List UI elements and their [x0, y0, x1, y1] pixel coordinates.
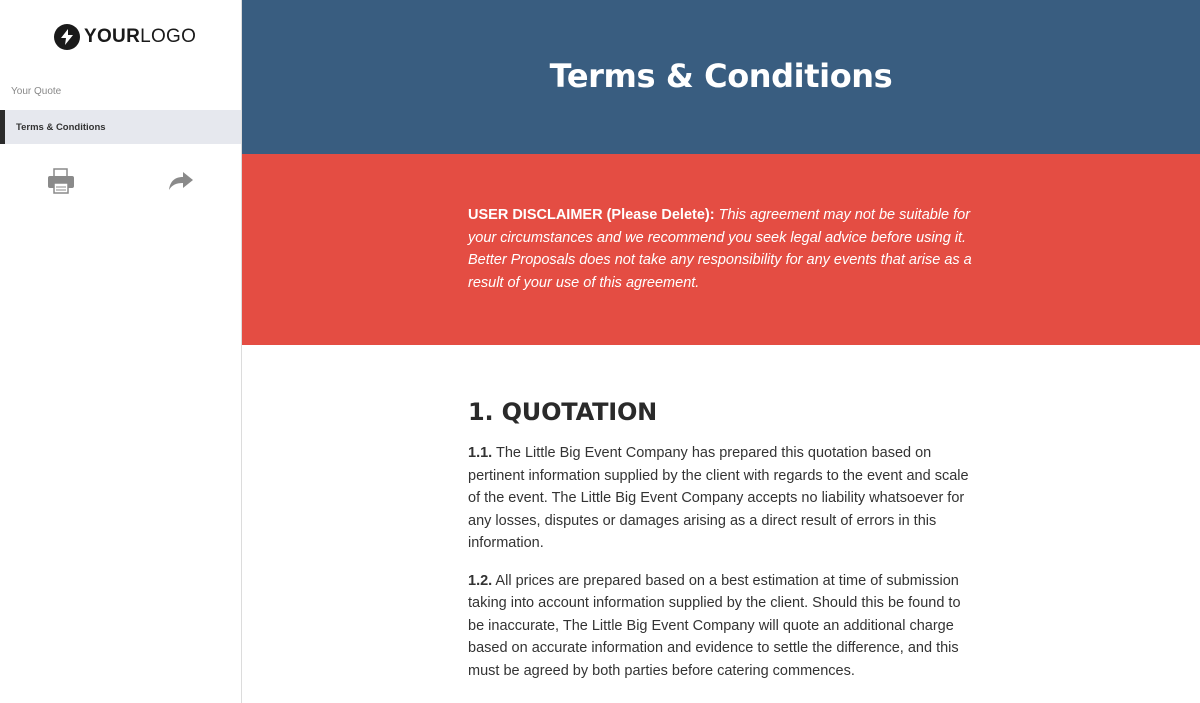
- logo[interactable]: [54, 23, 196, 51]
- clause-text: The Little Big Event Company has prepared this quotation based on pertinent information supplied by the client with regards to the event and scale of the event. The Little Big Event Company accepts no liability whatsoever for any losses, disputes or damages arising as a direct result of errors in this information.: [468, 445, 969, 551]
- disclaimer-text: [468, 204, 978, 294]
- share-arrow-icon[interactable]: [166, 167, 196, 195]
- disclaimer-body: This agreement may not be suitable for your circumstances and we recommend you seek legal advice before using it. Better Proposals does not take any responsibility for any events that arise as a result of your use of this agreement.: [468, 207, 972, 291]
- disclaimer-lead: USER DISCLAIMER (Please Delete):: [468, 207, 715, 223]
- clause-text: All prices are prepared based on a best estimation at time of submission taking into account information supplied by the client. Should this be found to be inaccurate, The Little Big Event Company will quote an additional charge based on accurate information and evidence to settle the difference, and this must be agreed by both parties before catering commences.: [468, 572, 961, 679]
- page-header: [242, 0, 1200, 154]
- sidebar-item-label: Terms & Conditions: [16, 121, 106, 133]
- disclaimer-banner: [242, 154, 1200, 345]
- clause-number: 1.1.: [468, 445, 493, 461]
- lightning-bolt-icon: [54, 24, 80, 50]
- sidebar-item-terms-conditions[interactable]: [0, 110, 241, 144]
- sidebar-item-label: Your Quote: [11, 85, 62, 97]
- section-title: 1. QUOTATION: [468, 398, 658, 426]
- printer-icon[interactable]: [46, 167, 76, 195]
- clause-paragraph: [468, 442, 978, 555]
- sidebar-item-your-quote[interactable]: [0, 74, 241, 108]
- clause-paragraph: [468, 570, 978, 683]
- clause-number: 1.2.: [468, 572, 493, 589]
- logo-text: [84, 26, 196, 48]
- sidebar: [0, 0, 242, 703]
- logo-text-bold: YOUR: [84, 26, 141, 47]
- page-title: Terms & Conditions: [549, 57, 893, 95]
- main-content: [468, 398, 978, 697]
- logo-text-regular: LOGO: [140, 26, 197, 47]
